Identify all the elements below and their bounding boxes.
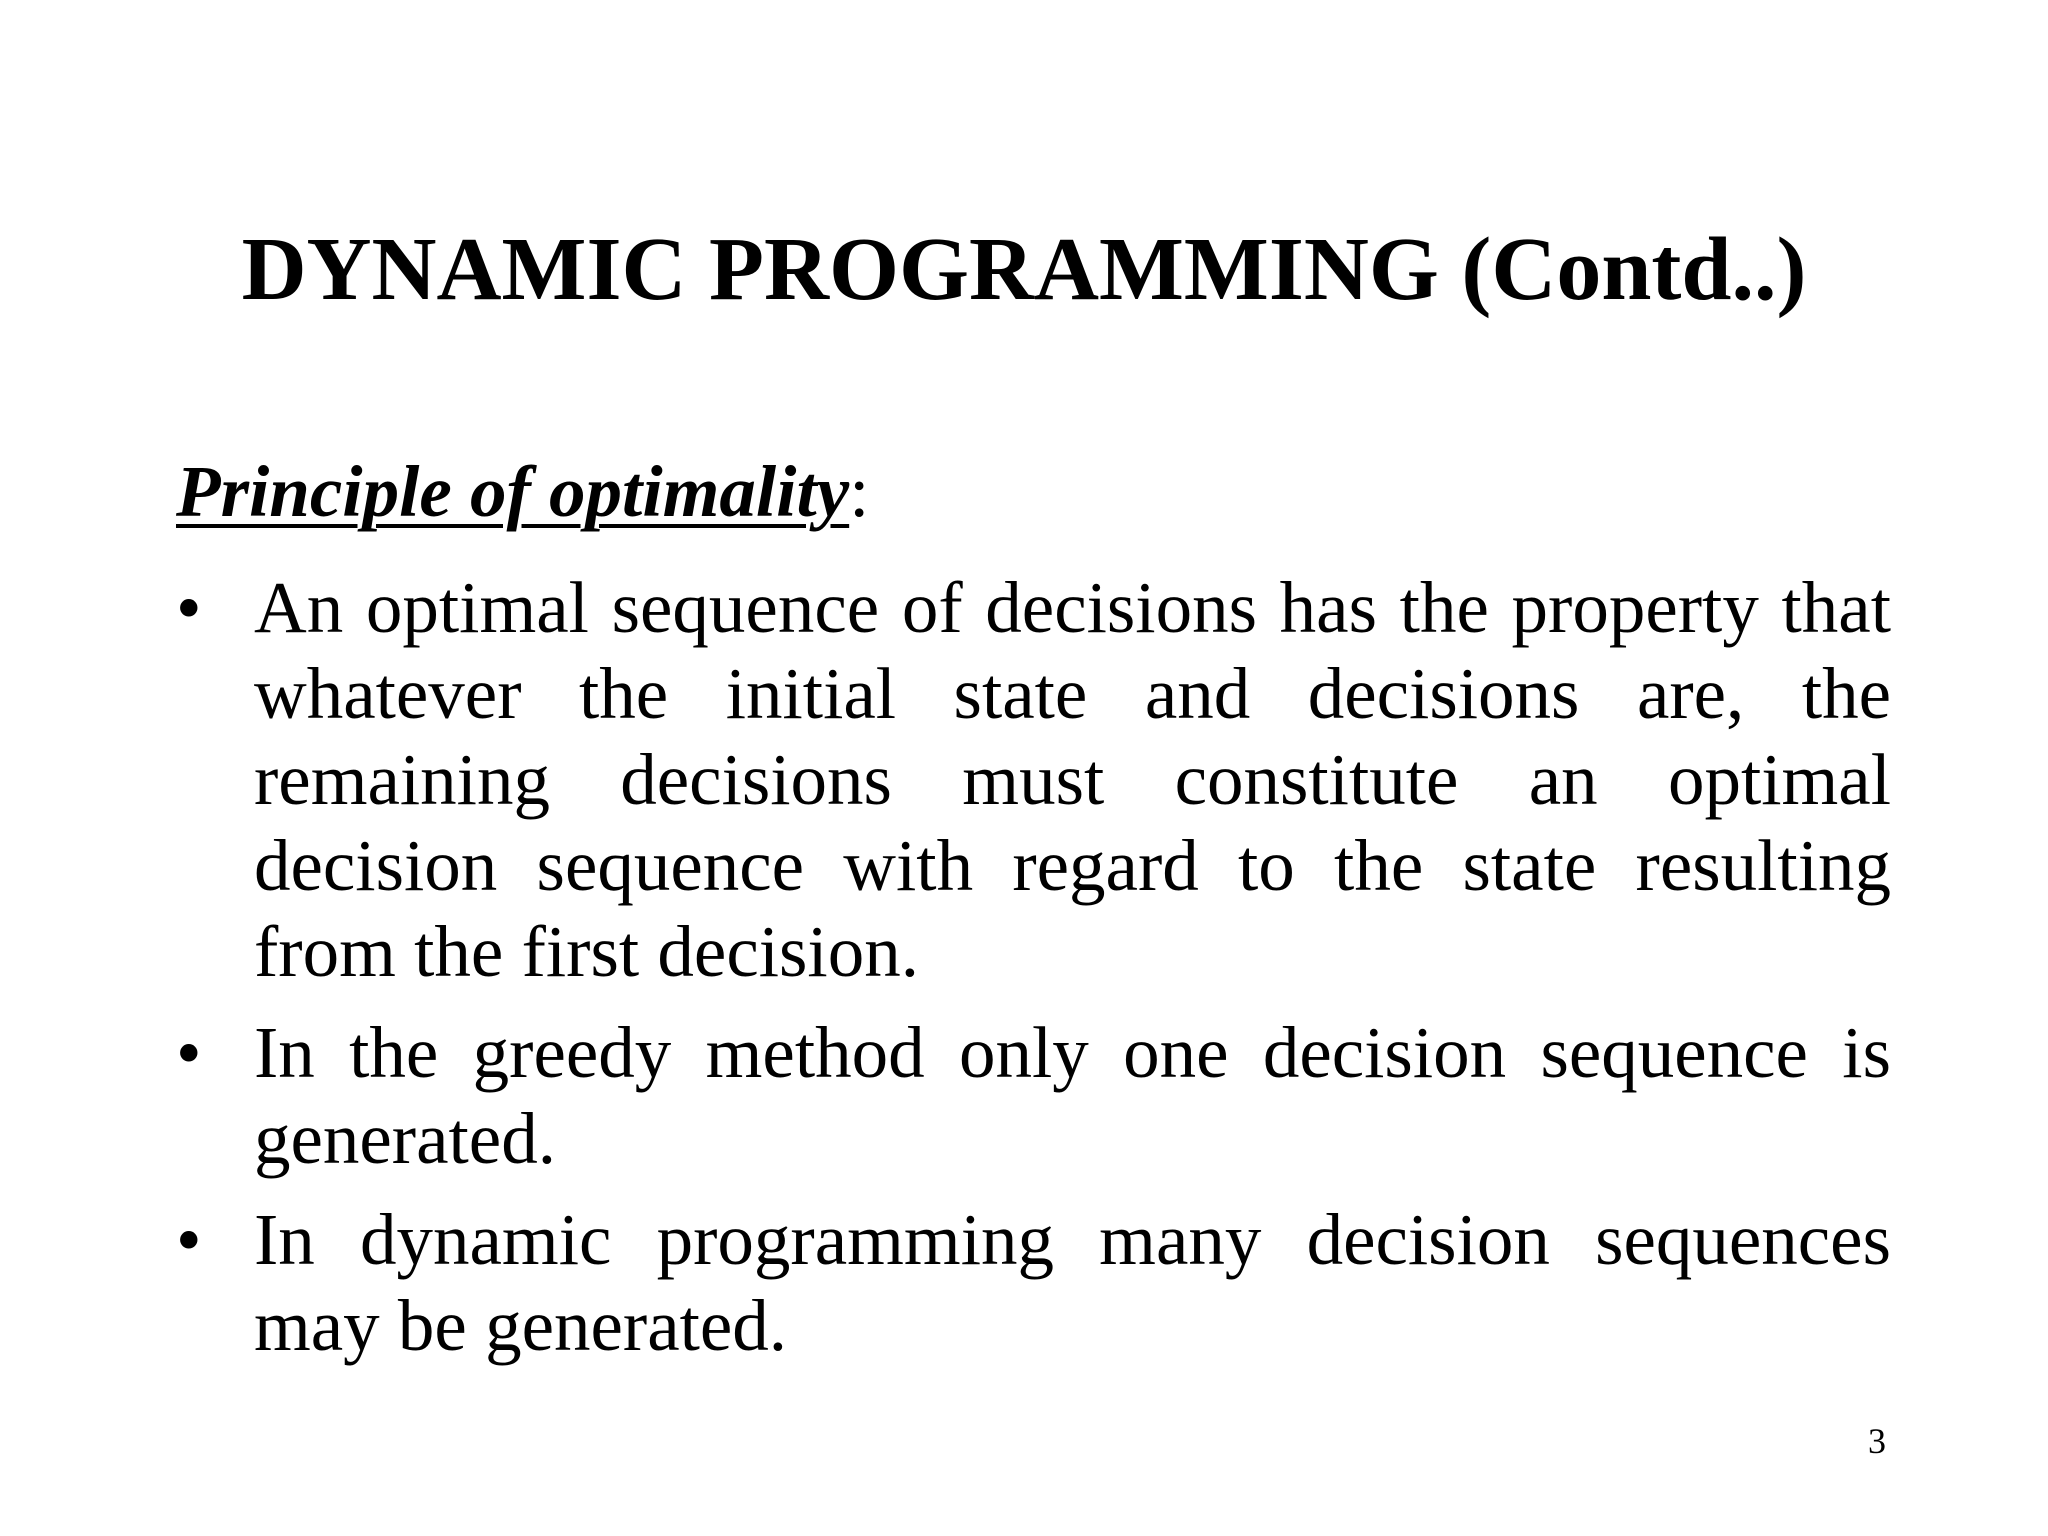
page-number: 3 <box>1868 1421 1886 1461</box>
bullet-icon: • <box>176 1012 202 1093</box>
bullet-item <box>176 1010 1891 1182</box>
bullet-item <box>176 1197 1891 1369</box>
bullet-text: In dynamic programming many decision sequences may be generated. <box>254 1199 1891 1366</box>
section-heading-text: Principle of optimality <box>176 451 850 532</box>
bullet-text: An optimal sequence of decisions has the property that whatever the initial state and decisions are, the remaining decisions must constitute an optimal decision sequence with regard to the state resulting from the first decision. <box>254 567 1891 992</box>
bullet-icon: • <box>176 1199 202 1280</box>
bullet-icon: • <box>176 567 202 648</box>
bullet-list <box>176 565 1891 1384</box>
section-heading-colon: : <box>849 451 870 532</box>
bullet-item <box>176 565 1891 995</box>
section-heading <box>176 452 869 532</box>
bullet-text: In the greedy method only one decision sequence is generated. <box>254 1012 1891 1179</box>
slide-title: DYNAMIC PROGRAMMING (Contd..) <box>241 220 1807 319</box>
